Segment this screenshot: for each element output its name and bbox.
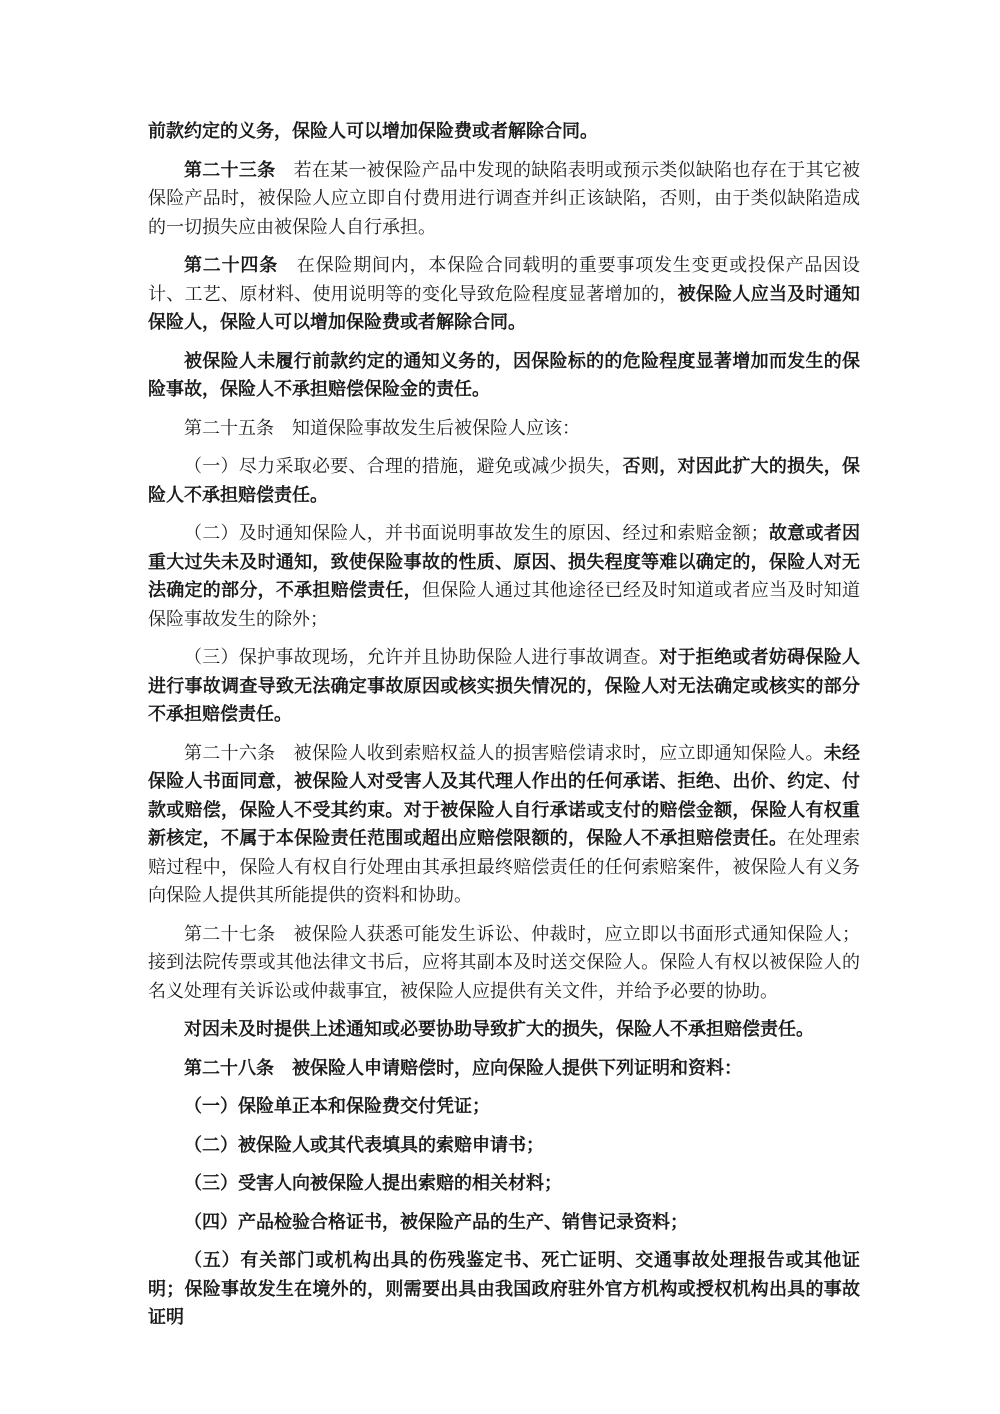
text-segment: （三）受害人向被保险人提出索赔的相关材料； (184, 1173, 562, 1193)
clause-27-paragraph (148, 920, 860, 1006)
text-segment: 在保险期间内，本保险合同载明的重要事项发生变更或投保产品因设计、工艺、原材料、使用说明等的变化导致危险程度显著增加的， (148, 255, 860, 304)
text-segment: （一）保险单正本和保险费交付凭证； (184, 1096, 490, 1116)
clause-25-paragraph (148, 414, 860, 443)
text-segment: 未经保险人书面同意，被保险人对受害人及其代理人作出的任何承诺、拒绝、出价、约定、付款或赔偿，保险人不受其约束。对于被保险人自行承诺或支付的赔偿金额，保险人有权重新核定，不属于本保险责任范围或超出应赔偿限额的，保险人不承担赔偿责任。 (148, 742, 860, 848)
text-segment: （五）有关部门或机构出具的伤残鉴定书、死亡证明、交通事故处理报告或其他证明；保险事故发生在境外的，则需要出具由我国政府驻外官方机构或授权机构出具的事故证明 (148, 1250, 860, 1327)
text-segment: 在处理索赔过程中，保险人有权自行处理由其承担最终赔偿责任的任何索赔案件，被保险人有义务向保险人提供其所能提供的资料和协助。 (148, 828, 861, 905)
clause-28-item-5 (148, 1246, 860, 1332)
clause-24-notice-paragraph (148, 347, 860, 404)
text-segment: （一）尽力采取必要、合理的措施，避免或减少损失， (184, 456, 623, 476)
text-segment: 故意或者因重大过失未及时通知，致使保险事故的性质、原因、损失程度等难以确定的，保险人对无法确定的部分，不承担赔偿责任， (148, 523, 860, 600)
clause-27-notice-paragraph (148, 1015, 860, 1044)
text-segment: （二）被保险人或其代表填具的索赔申请书； (184, 1134, 544, 1155)
clause-number: 第二十三条 (184, 159, 276, 180)
text-segment: 第二十六条 被保险人收到索赔权益人的损害赔偿请求时，应立即通知保险人。 (184, 742, 824, 763)
document-content (148, 117, 860, 1342)
clause-28-paragraph (148, 1054, 860, 1083)
clause-number: 第二十四条 (184, 255, 278, 275)
text-segment: （二）及时通知保险人，并书面说明事故发生的原因、经过和索赔金额； (184, 523, 769, 543)
text-segment: 前款约定的义务，保险人可以增加保险费或者解除合同。 (148, 121, 598, 141)
text-segment: 否则，对因此扩大的损失，保险人不承担赔偿责任。 (148, 456, 861, 505)
text-segment: 被保险人应当及时通知保险人，保险人可以增加保险费或者解除合同。 (148, 283, 861, 332)
clause-28-item-3 (148, 1169, 860, 1198)
text-segment: （三）保护事故现场，允许并且协助保险人进行事故调查。 (184, 647, 660, 667)
clause-24-paragraph (148, 251, 860, 337)
clause-28-item-4 (148, 1208, 860, 1237)
text-segment: 对于拒绝或者妨碍保险人进行事故调查导致无法确定事故原因或核实损失情况的，保险人对无法确定或核实的部分不承担赔偿责任。 (148, 647, 861, 724)
clause-25-item-3 (148, 643, 860, 729)
text-segment: （四）产品检验合格证书，被保险产品的生产、销售记录资料； (184, 1211, 688, 1232)
clause-28-item-2 (148, 1131, 860, 1160)
continuation-paragraph (148, 117, 860, 146)
clause-23-paragraph (148, 156, 860, 242)
text-segment: 若在某一被保险产品中发现的缺陷表明或预示类似缺陷也存在于其它被保险产品时，被保险人应立即自付费用进行调查并纠正该缺陷，否则，由于类似缺陷造成的一切损失应由被保险人自行承担。 (148, 159, 860, 237)
clause-28-item-1 (148, 1092, 860, 1121)
text-segment: 第二十五条 知道保险事故发生后被保险人应该： (184, 417, 580, 438)
text-segment: 被保险人未履行前款约定的通知义务的，因保险标的的危险程度显著增加而发生的保险事故，保险人不承担赔偿保险金的责任。 (148, 350, 860, 399)
text-segment: 但保险人通过其他途径已经及时知道或者应当及时知道保险事故发生的除外； (148, 580, 861, 629)
clause-25-item-2 (148, 519, 860, 633)
text-segment: 第二十七条 被保险人获悉可能发生诉讼、仲裁时，应立即以书面形式通知保险人；接到法院传票或其他法律文书后，应将其副本及时送交保险人。保险人有权以被保险人的名义处理有关诉讼或仲裁事宜，被保险人应提供有关文件，并给予必要的协助。 (148, 923, 860, 1001)
text-segment: 对因未及时提供上述通知或必要协助导致扩大的损失，保险人不承担赔偿责任。 (184, 1019, 814, 1039)
clause-26-paragraph (148, 739, 860, 910)
clause-25-item-1 (148, 452, 860, 509)
text-segment: 第二十八条 被保险人申请赔偿时，应向保险人提供下列证明和资料： (184, 1057, 742, 1078)
